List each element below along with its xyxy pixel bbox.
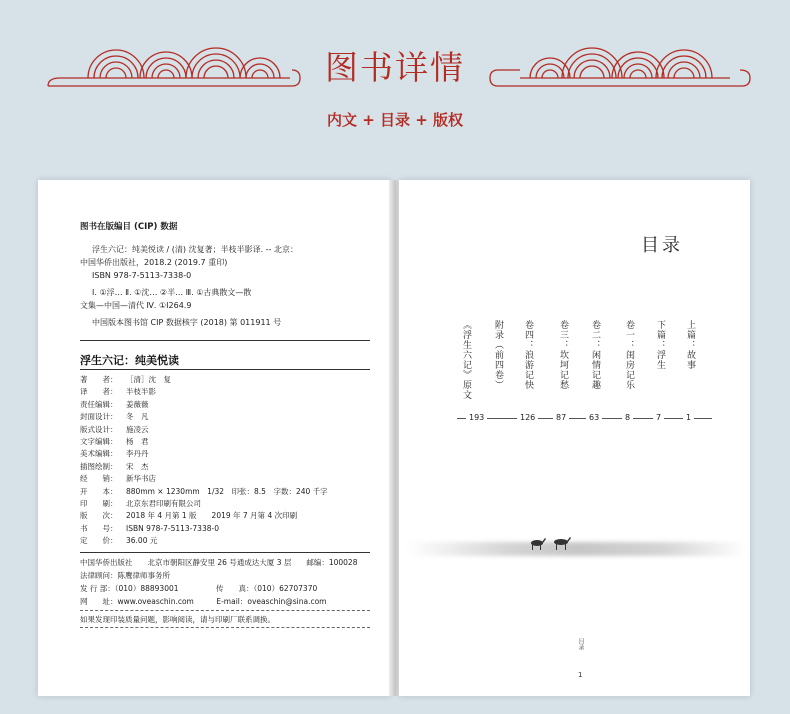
detail-label: 著 者：	[80, 375, 118, 384]
toc-footer-label: 目录	[577, 638, 584, 650]
detail-value: 冬 凡	[126, 412, 149, 422]
detail-value: 2018 年 4 月第 1 版 2019 年 7 月第 4 次印刷	[126, 511, 298, 521]
detail-label: 印 刷：	[80, 499, 118, 508]
publisher-line: 中国华侨出版社 北京市朝阳区静安里 26 号通成达大厦 3 层 邮编：100028	[80, 558, 358, 567]
toc-page-rule	[457, 418, 712, 419]
publisher-line: 法律顾问：陈鹰律师事务所	[80, 571, 170, 580]
detail-value: 36.00 元	[126, 536, 158, 546]
page-title: 图书详情	[325, 48, 465, 87]
cip-heading: 图书在版编目 (CIP) 数据	[80, 222, 178, 232]
cip-line: 浮生六记：纯美悦读 / (清) 沈复著；半枝半影译. -- 北京：	[92, 245, 298, 254]
detail-row	[80, 448, 149, 459]
toc-page-number: 193	[466, 413, 487, 422]
detail-label: 定 价：	[80, 536, 118, 546]
toc-entry: 附录（前四卷）	[493, 320, 503, 390]
toc-entry: 卷四：浪游记快	[523, 320, 533, 390]
detail-value: 新华书店	[126, 474, 156, 484]
toc-entry: 上篇：故事	[685, 320, 695, 370]
toc-page-number: 87	[553, 413, 569, 422]
detail-row	[80, 523, 219, 534]
detail-label: 版式设计：	[80, 424, 118, 434]
detail-row	[80, 411, 149, 422]
divider	[80, 610, 370, 611]
divider	[80, 627, 370, 628]
detail-value: 姜薇薇	[126, 399, 149, 409]
detail-value: ISBN 978-7-5113-7338-0	[126, 523, 219, 533]
divider	[80, 552, 370, 553]
cip-line: Ⅰ. ①浮… Ⅱ. ①沈… ②半… Ⅲ. ①古典散文—散	[92, 288, 252, 297]
cip-line: 中国版本图书馆 CIP 数据核字 (2018) 第 011911 号	[92, 318, 282, 327]
detail-value: 半枝半影	[126, 387, 156, 397]
toc-page-number: 63	[586, 413, 602, 422]
toc-page-number: 8	[622, 413, 633, 422]
detail-label: 插图绘制：	[80, 461, 118, 471]
detail-row	[80, 374, 171, 385]
cip-line: 文集—中国—清代 Ⅳ. ①I264.9	[80, 301, 192, 310]
detail-row	[80, 436, 149, 447]
detail-value: ［清］沈 复	[126, 375, 171, 384]
toc-entry: 卷三：坎坷记愁	[558, 320, 568, 390]
detail-label: 美术编辑：	[80, 449, 118, 459]
quality-notice: 如果发现印装质量问题，影响阅读，请与印刷厂联系调换。	[80, 615, 275, 624]
detail-row	[80, 498, 201, 509]
detail-label: 封面设计：	[80, 412, 118, 422]
detail-label: 文字编辑：	[80, 437, 118, 446]
publisher-line: 发 行 部：（010）88893001 传 真：（010）62707370	[80, 584, 318, 593]
toc-entry: 卷二：闲情记趣	[590, 320, 600, 390]
book-title: 浮生六记：纯美悦读	[80, 354, 179, 367]
detail-label: 开 本：	[80, 486, 118, 496]
divider	[80, 340, 370, 341]
detail-value: 李丹丹	[126, 449, 149, 459]
toc-entry: 《浮生六记》原文	[461, 320, 471, 400]
detail-row	[80, 486, 328, 497]
toc-entry: 卷一：闺房记乐	[624, 320, 634, 390]
page-subtitle: 内文 + 目录 + 版权	[326, 111, 464, 129]
toc-page-number: 126	[517, 413, 538, 422]
detail-row	[80, 473, 156, 484]
deer-illustration	[525, 534, 575, 552]
detail-row	[80, 461, 149, 472]
detail-row	[80, 386, 156, 397]
toc-page	[399, 180, 750, 696]
landscape-mist-illustration	[407, 542, 747, 556]
page-number: 1	[578, 671, 583, 679]
detail-label: 书 号：	[80, 523, 118, 533]
detail-value: 杨 君	[126, 437, 149, 446]
toc-page-number: 1	[683, 413, 694, 422]
publisher-line: 网 址：www.oveaschin.com E-mail：oveaschin@sina.com	[80, 597, 327, 606]
detail-label: 译 者：	[80, 387, 118, 397]
cip-line: ISBN 978-7-5113-7338-0	[92, 271, 192, 280]
detail-label: 经 销：	[80, 474, 118, 484]
detail-value: 880mm × 1230mm 1/32 印张：8.5 字数：240 千字	[126, 486, 328, 496]
detail-value: 施凌云	[126, 424, 149, 434]
cip-line: 中国华侨出版社，2018.2 (2019.7 重印)	[80, 258, 228, 267]
detail-row	[80, 399, 149, 410]
toc-page-number: 7	[653, 413, 664, 422]
divider	[80, 369, 370, 370]
detail-row	[80, 510, 297, 521]
toc-entry: 下篇：浮生	[655, 320, 665, 370]
detail-value: 北京东君印刷有限公司	[126, 499, 201, 508]
detail-value: 宋 杰	[126, 461, 149, 471]
detail-label: 责任编辑：	[80, 399, 118, 409]
detail-label: 版 次：	[80, 511, 118, 521]
detail-row	[80, 535, 157, 546]
toc-title: 目录	[641, 235, 683, 256]
detail-row	[80, 424, 149, 435]
